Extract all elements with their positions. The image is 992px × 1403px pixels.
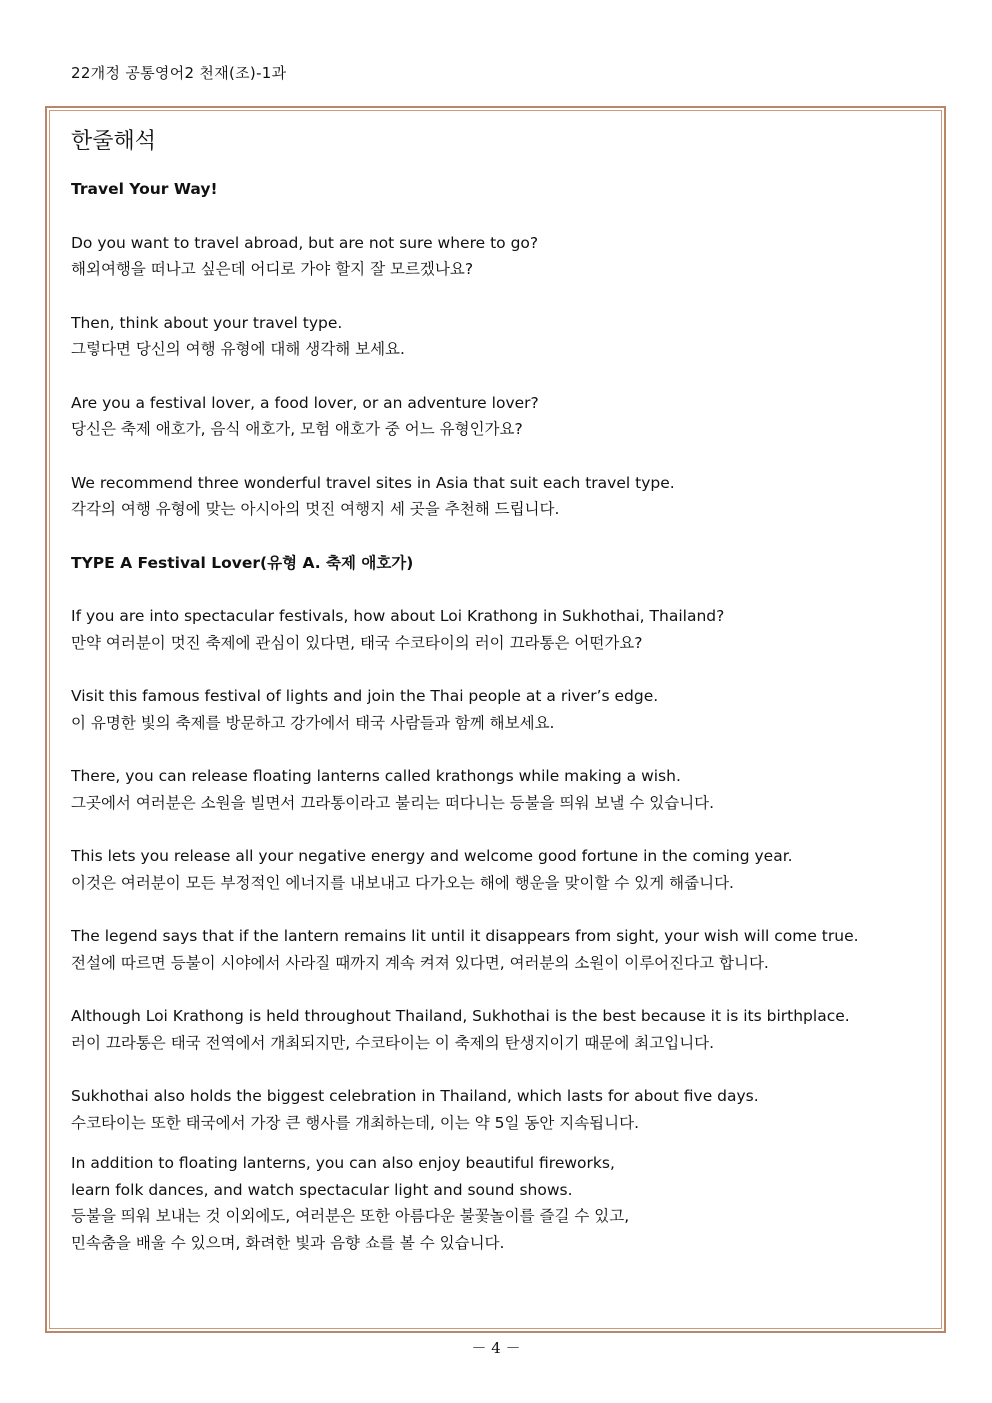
sentence-pair (71, 843, 921, 896)
english-sentence: If you are into spectacular festivals, how about Loi Krathong in Sukhothai, Thailand? (71, 607, 725, 625)
section-title: 한줄해석 (71, 129, 157, 154)
sentence-pair (71, 1003, 921, 1056)
korean-translation: 수코타이는 또한 태국에서 가장 큰 행사를 개최하는데, 이는 약 5일 동안 지속됩니다. (71, 1113, 640, 1132)
content-area (71, 125, 921, 1256)
english-sentence: Sukhothai also holds the biggest celebration in Thailand, which lasts for about five days. (71, 1087, 759, 1105)
type-heading: TYPE A Festival Lover(유형 A. 축제 애호가) (71, 553, 414, 572)
document-header: 22개정 공통영어2 천재(조)-1과 (71, 64, 287, 82)
sentence-block (71, 1150, 921, 1256)
korean-translation: 각각의 여행 유형에 맞는 아시아의 멋진 여행지 세 곳을 추천해 드립니다. (71, 500, 560, 518)
sentence-pair (71, 683, 921, 736)
english-sentence: learn folk dances, and watch spectacular light and sound shows. (71, 1180, 573, 1199)
english-sentence: The legend says that if the lantern remains lit until it disappears from sight, your wish will come true. (71, 927, 859, 945)
korean-translation: 그렇다면 당신의 여행 유형에 대해 생각해 보세요. (71, 340, 405, 358)
korean-translation: 당신은 축제 애호가, 음식 애호가, 모험 애호가 중 어느 유형인가요? (71, 420, 523, 438)
english-sentence: Visit this famous festival of lights and join the Thai people at a river’s edge. (71, 687, 659, 705)
sentence-pair (71, 603, 921, 656)
english-sentence: We recommend three wonderful travel sites in Asia that suit each travel type. (71, 473, 675, 492)
lesson-heading: Travel Your Way! (71, 180, 218, 198)
english-sentence: There, you can release floating lanterns called krathongs while making a wish. (71, 767, 681, 785)
korean-translation: 만약 여러분이 멋진 축제에 관심이 있다면, 태국 수코타이의 러이 끄라통은 어떤가요? (71, 633, 643, 652)
korean-translation: 전설에 따르면 등불이 시야에서 사라질 때까지 계속 켜져 있다면, 여러분의 소원이 이루어진다고 합니다. (71, 953, 769, 972)
sentence-pair (71, 230, 921, 283)
korean-translation: 러이 끄라통은 태국 전역에서 개최되지만, 수코타이는 이 축제의 탄생지이기 때문에 최고입니다. (71, 1033, 715, 1052)
english-sentence: Do you want to travel abroad, but are not sure where to go? (71, 233, 539, 252)
sentence-pair (71, 923, 921, 976)
english-sentence: In addition to floating lanterns, you can also enjoy beautiful fireworks, (71, 1154, 615, 1172)
korean-translation: 민속춤을 배울 수 있으며, 화려한 빛과 음향 쇼를 볼 수 있습니다. (71, 1233, 505, 1252)
korean-translation: 해외여행을 떠나고 싶은데 어디로 가야 할지 잘 모르겠나요? (71, 260, 474, 278)
sentence-pair (71, 1083, 921, 1136)
sentence-pair (71, 763, 921, 816)
english-sentence: This lets you release all your negative energy and welcome good fortune in the coming year. (71, 847, 793, 865)
page-number: － 4 － (471, 1339, 521, 1357)
english-sentence: Are you a festival lover, a food lover, or an adventure lover? (71, 393, 539, 412)
korean-translation: 그곳에서 여러분은 소원을 빌면서 끄라통이라고 불리는 떠다니는 등불을 띄워 보낼 수 있습니다. (71, 793, 715, 812)
sentence-pair (71, 470, 921, 523)
korean-translation: 이것은 여러분이 모든 부정적인 에너지를 내보내고 다가오는 해에 행운을 맞이할 수 있게 해줍니다. (71, 873, 734, 892)
korean-translation: 등불을 띄워 보내는 것 이외에도, 여러분은 또한 아름다운 불꽃놀이를 즐길 수 있고, (71, 1207, 630, 1225)
korean-translation: 이 유명한 빛의 축제를 방문하고 강가에서 태국 사람들과 함께 해보세요. (71, 713, 555, 732)
english-sentence: Then, think about your travel type. (71, 313, 343, 332)
sentence-pair (71, 390, 921, 443)
english-sentence: Although Loi Krathong is held throughout Thailand, Sukhothai is the best because it is its birthplace. (71, 1007, 850, 1025)
sentence-pair (71, 310, 921, 363)
